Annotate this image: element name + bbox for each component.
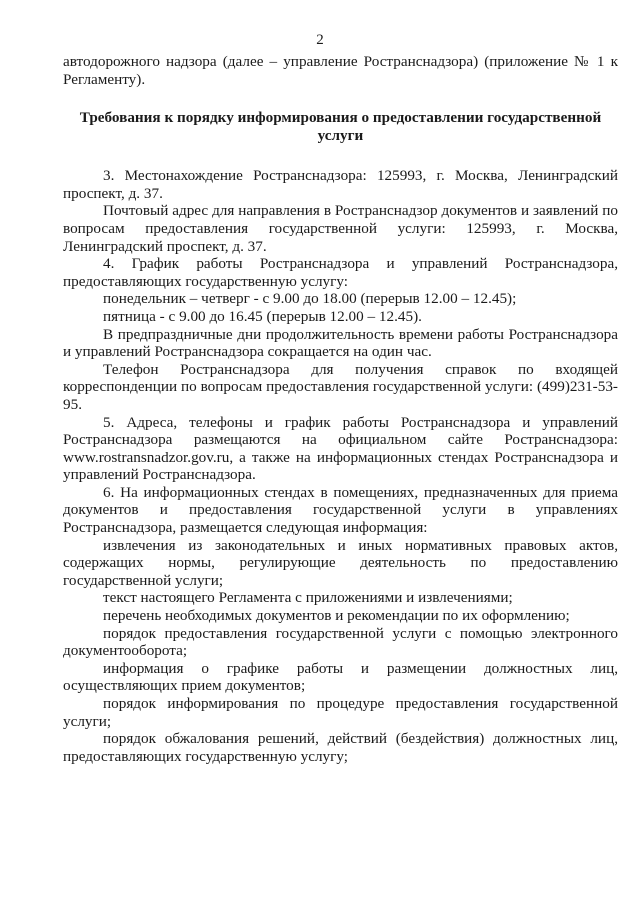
paragraph-4-schedule: 4. График работы Ространснадзора и управлений Ространснадзора, предоставляющих государственную услугу:: [63, 255, 618, 290]
paragraph-5-addresses: 5. Адреса, телефоны и график работы Ространснадзора и управлений Ространснадзора размещаются на официальном сайте Ространснадзора: www.rostransnadzor.gov.ru, а также на информационных стендах Ространснадзора и управлений Ространснадзора.: [63, 413, 618, 484]
paragraph-3-location: 3. Местонахождение Ространснадзора: 125993, г. Москва, Ленинградский проспект, д. 37.: [63, 167, 618, 202]
list-item: информация о графике работы и размещении должностных лиц, осуществляющих прием документов;: [63, 659, 618, 695]
section-heading: Требования к порядку информирования о предоставлении государственной услуги: [79, 109, 602, 145]
paragraph-4-holidays: В предпраздничные дни продолжительность времени работы Ространснадзора и управлений Ространснадзора сокращается на один час.: [63, 325, 618, 361]
page-number: 2: [316, 32, 324, 48]
list-item: порядок информирования по процедуре предоставления государственной услуги;: [63, 695, 618, 730]
list-item: порядок предоставления государственной услуги с помощью электронного документооборота;: [63, 624, 618, 660]
list-item: порядок обжалования решений, действий (бездействия) должностных лиц, предоставляющих государственную услугу;: [63, 730, 618, 765]
list-item: перечень необходимых документов и рекомендации по их оформлению;: [103, 607, 570, 625]
list-item: текст настоящего Регламента с приложениями и извлечениями;: [103, 589, 513, 607]
list-item: извлечения из законодательных и иных нормативных правовых актов, содержащих нормы, регулирующие деятельность по предоставлению государственной услуги;: [63, 536, 618, 589]
paragraph-4-phone: Телефон Ространснадзора для получения справок по входящей корреспонденции по вопросам предоставления государственной услуги: (499)231-53-95.: [63, 360, 618, 413]
intro-paragraph: автодорожного надзора (далее – управление Ространснадзора) (приложение № 1 к Регламенту).: [63, 53, 618, 88]
schedule-fri: пятница - с 9.00 до 16.45 (перерыв 12.00 – 12.45).: [103, 307, 422, 325]
document-body: [63, 53, 618, 765]
schedule-mon-thu: понедельник – четверг - с 9.00 до 18.00 (перерыв 12.00 – 12.45);: [103, 290, 517, 308]
paragraph-3-postal-address: Почтовый адрес для направления в Ространснадзор документов и заявлений по вопросам предоставления государственной услуги: 125993, г. Москва, Ленинградский проспект, д. 37.: [63, 202, 618, 255]
paragraph-6-stands: 6. На информационных стендах в помещениях, предназначенных для приема документов и предоставления государственной услуги в управлениях Ространснадзора, размещается следующая информация:: [63, 483, 618, 537]
